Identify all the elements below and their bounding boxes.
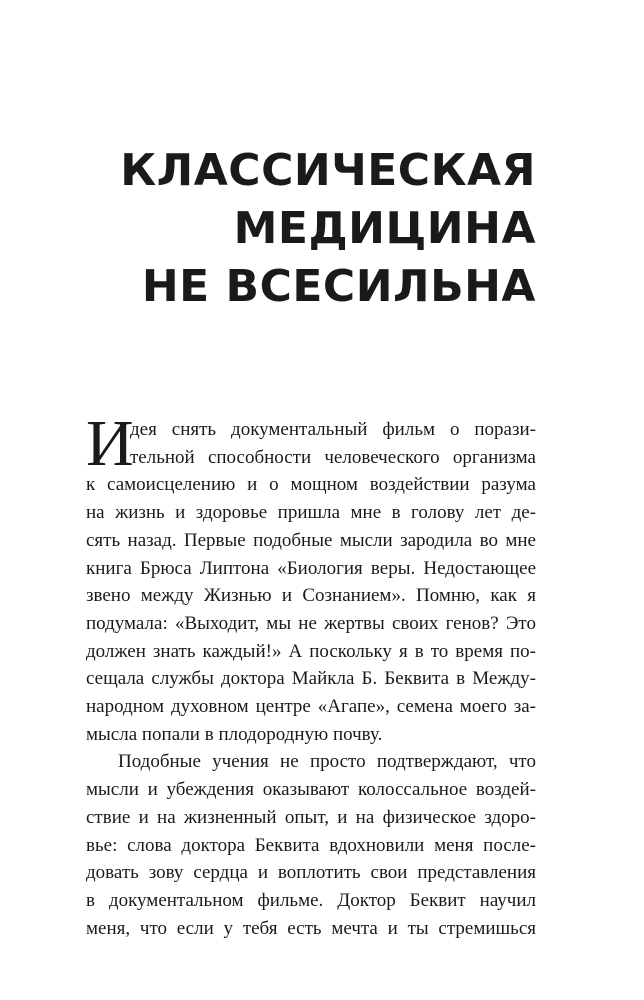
chapter-title-line-1: КЛАССИЧЕСКАЯ [120, 145, 536, 196]
text-line: довать зову сердца и воплотить свои представления [86, 862, 536, 884]
text-line: ствие и на жизненный опыт, и на физическое здоро- [86, 806, 536, 828]
chapter-title [96, 142, 536, 316]
body-text [86, 407, 536, 942]
text-line: меня, что если у тебя есть мечта и ты стремишься [86, 917, 536, 939]
paragraph-2 [86, 748, 536, 942]
drop-cap: И [86, 407, 134, 480]
text-line: книга Брюса Липтона «Биология веры. Недостающее [86, 557, 536, 579]
text-line: в документальном фильме. Доктор Беквит научил [86, 889, 536, 911]
text-line: к самоисцелению и о мощном воздействии разума [86, 474, 536, 496]
text-line: мысли и убеждения оказывают колоссальное воздей- [86, 779, 536, 801]
text-line: на жизнь и здоровье пришла мне в голову лет де- [86, 502, 536, 524]
text-line: вье: слова доктора Беквита вдохновили меня после- [86, 834, 536, 856]
text-line: дея снять документальный фильм о порази- [130, 419, 536, 440]
chapter-title-line-2: МЕДИЦИНА [233, 203, 536, 254]
text-line: Подобные учения не просто подтверждают, что [118, 751, 536, 773]
text-line: сещала службы доктора Майкла Б. Беквита в Между- [86, 668, 536, 690]
text-line: народном духовном центре «Агапе», семена моего за- [86, 696, 536, 718]
text-line: мысла попали в плодородную почву. [86, 723, 383, 745]
paragraph-1 [86, 407, 536, 748]
text-line: подумала: «Выходит, мы не жертвы своих генов? Это [86, 612, 536, 634]
text-line: звено между Жизнью и Сознанием». Помню, как я [86, 585, 536, 607]
text-line: сять назад. Первые подобные мысли зародила во мне [86, 529, 536, 551]
text-line: должен знать каждый!» А поскольку я в то время по- [86, 640, 536, 662]
text-line: тельной способности человеческого организма [130, 446, 536, 468]
chapter-title-line-3: НЕ ВСЕСИЛЬНА [141, 261, 536, 312]
